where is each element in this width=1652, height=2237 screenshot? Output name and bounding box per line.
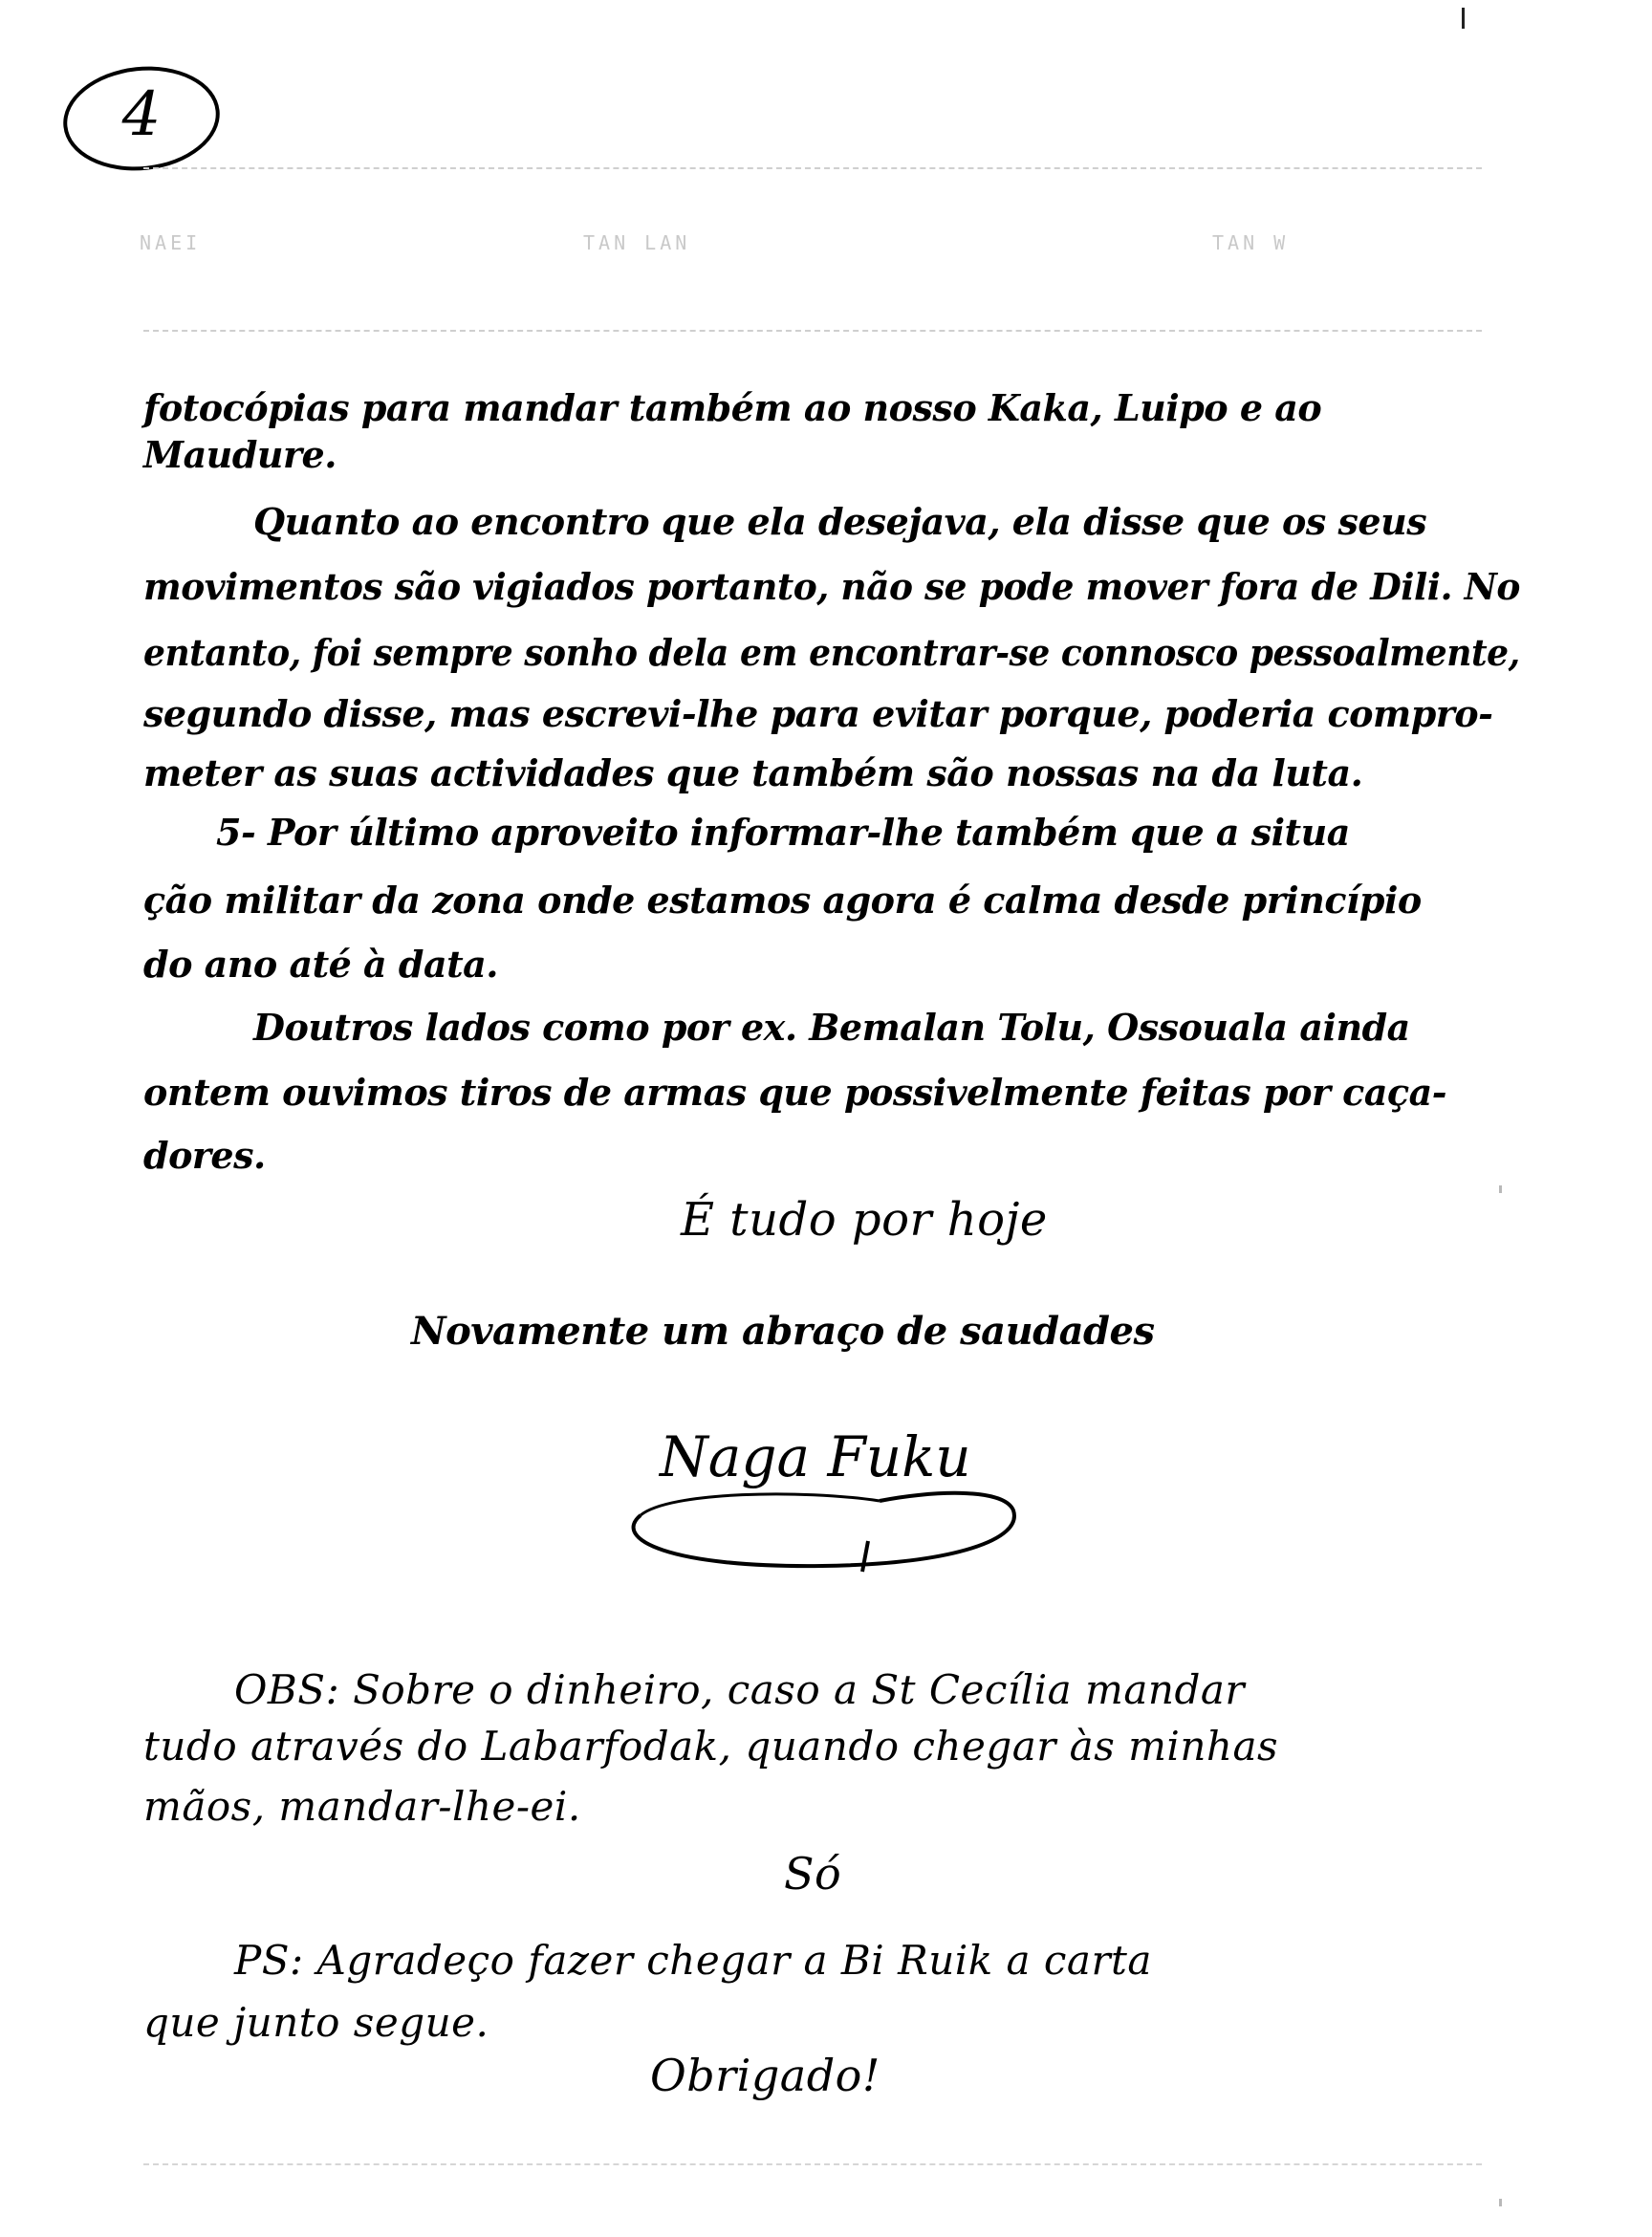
thanks-line: Obrigado! bbox=[650, 2050, 880, 2101]
margin-mark bbox=[1499, 2199, 1502, 2206]
letter-line: dores. bbox=[143, 1134, 266, 1177]
letter-line: ção militar da zona onde estamos agora é calma desde princípio bbox=[143, 879, 1422, 922]
form-label-3: TAN W bbox=[1212, 231, 1290, 254]
so-mark: Só bbox=[784, 1848, 842, 1900]
letter-line: movimentos são vigiados portanto, não se pode mover fora de Dili. No bbox=[143, 565, 1520, 608]
obs-line: mãos, mandar-lhe-ei. bbox=[143, 1783, 581, 1830]
form-rule-top bbox=[143, 167, 1482, 169]
ps-line: que junto segue. bbox=[143, 1999, 489, 2046]
signature-flourish bbox=[612, 1472, 1052, 1587]
letter-line: Quanto ao encontro que ela desejava, ela disse que os seus bbox=[253, 500, 1427, 543]
page-number: 4 bbox=[121, 79, 161, 151]
ps-line: PS: Agradeço fazer chegar a Bi Ruik a carta bbox=[234, 1937, 1152, 1984]
letter-line: Doutros lados como por ex. Bemalan Tolu, Ossouala ainda bbox=[253, 1006, 1410, 1049]
letter-line: do ano até à data. bbox=[143, 943, 498, 986]
letter-line: segundo disse, mas escrevi-lhe para evitar porque, poderia compro- bbox=[143, 692, 1493, 735]
obs-line: OBS: Sobre o dinheiro, caso a St Cecília mandar bbox=[234, 1666, 1245, 1713]
form-rule-footer bbox=[143, 2163, 1482, 2165]
greeting-line: Novamente um abraço de saudades bbox=[411, 1309, 1155, 1354]
letter-line: 5- Por último aproveito informar-lhe também que a situa bbox=[216, 811, 1350, 854]
margin-mark bbox=[1499, 1185, 1502, 1193]
top-edge-mark bbox=[1462, 8, 1465, 29]
form-label-1: NAEI bbox=[140, 231, 202, 254]
obs-line: tudo através do Labarfodak, quando chegar às minhas bbox=[143, 1723, 1279, 1770]
closing-line: É tudo por hoje bbox=[681, 1193, 1048, 1247]
letter-line: meter as suas actividades que também são nossas na da luta. bbox=[143, 751, 1363, 794]
signature: Naga Fuku bbox=[660, 1424, 971, 1489]
form-rule-bottom bbox=[143, 330, 1482, 332]
form-label-2: TAN LAN bbox=[583, 231, 691, 254]
letter-line: ontem ouvimos tiros de armas que possivelmente feitas por caça- bbox=[143, 1071, 1446, 1114]
letter-line: fotocópias para mandar também ao nosso Kaka, Luipo e ao bbox=[143, 386, 1322, 429]
letter-line: Maudure. bbox=[143, 433, 337, 476]
page-number-circle bbox=[58, 59, 225, 179]
letter-line: entanto, foi sempre sonho dela em encontrar-se connosco pessoalmente, bbox=[143, 631, 1520, 674]
